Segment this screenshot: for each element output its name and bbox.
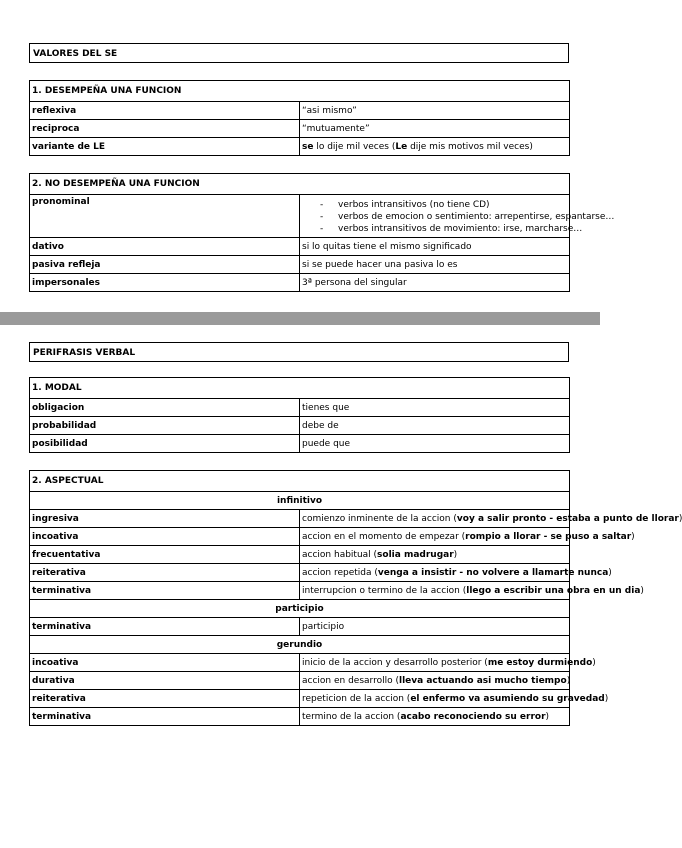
row-key: variante de LE <box>30 138 300 156</box>
table-row <box>30 672 570 690</box>
row-key: pasiva refleja <box>30 256 300 274</box>
row-example: me estoy durmiendo <box>487 657 593 668</box>
table-row <box>30 238 570 256</box>
row-value: si lo quitas tiene el mismo significado <box>300 238 570 256</box>
aspectual-title: 2. ASPECTUAL <box>30 471 570 492</box>
table-row <box>30 582 570 600</box>
row-text-end: ) <box>604 693 609 704</box>
row-text-end: ) <box>545 711 550 722</box>
row-key: reflexiva <box>30 102 300 120</box>
desempena-title: 1. DESEMPEÑA UNA FUNCION <box>30 81 570 102</box>
row-text: interrupcion o termino de la accion ( <box>302 585 467 596</box>
table-row <box>30 546 570 564</box>
row-key: incoativa <box>30 528 300 546</box>
desempena-table <box>29 80 570 156</box>
table-row <box>30 138 570 156</box>
row-key: reiterativa <box>30 690 300 708</box>
row-value: 3ª persona del singular <box>300 274 570 292</box>
table-row <box>30 564 570 582</box>
text-end: dije mis motivos mil veces) <box>407 141 533 152</box>
row-value <box>300 690 609 708</box>
row-key: posibilidad <box>30 435 300 453</box>
row-key: dativo <box>30 238 300 256</box>
row-value <box>300 582 644 600</box>
row-text: accion habitual ( <box>302 549 378 560</box>
row-text: inicio de la accion y desarrollo posterior ( <box>302 657 488 668</box>
table-row <box>30 274 570 292</box>
page-divider <box>0 312 600 325</box>
row-value <box>300 510 682 528</box>
row-example: llego a escribir una obra en un dia <box>466 585 641 596</box>
pronominal-list <box>302 199 615 235</box>
row-value <box>300 138 570 156</box>
table-row <box>30 399 570 417</box>
row-example: voy a salir pronto - estaba a punto de llorar <box>456 513 679 524</box>
table-row <box>30 435 570 453</box>
table-row <box>30 417 570 435</box>
row-text: accion en desarrollo ( <box>302 675 399 686</box>
modal-table <box>29 377 570 453</box>
row-example: solia madrugar <box>377 549 454 560</box>
modal-title: 1. MODAL <box>30 378 570 399</box>
table-row <box>30 256 570 274</box>
list-item: - verbos de emocion o sentimiento: arrepentirse, espantarse… <box>320 211 567 223</box>
row-value: si se puede hacer una pasiva lo es <box>300 256 570 274</box>
table-row <box>30 528 570 546</box>
row-key: obligacion <box>30 399 300 417</box>
row-example: acabo reconociendo su error <box>400 711 546 722</box>
row-example: el enfermo va asumiendo su gravedad <box>410 693 605 704</box>
row-value <box>300 654 596 672</box>
table-row <box>30 102 570 120</box>
row-text-end: ) <box>592 657 596 668</box>
table-row <box>30 618 570 636</box>
row-value: puede que <box>300 435 570 453</box>
row-text: participio <box>302 621 345 632</box>
row-value <box>300 708 570 726</box>
table-row <box>30 690 570 708</box>
row-key: durativa <box>30 672 300 690</box>
table-row <box>30 708 570 726</box>
participio-subheader: participio <box>30 600 570 618</box>
row-example: lleva actuando asi mucho tiempo <box>398 675 567 686</box>
row-key: terminativa <box>30 708 300 726</box>
row-value <box>300 528 635 546</box>
table-row <box>30 654 570 672</box>
row-key: pronominal <box>30 195 300 238</box>
aspectual-table <box>29 470 682 726</box>
row-text-end: ) <box>640 585 644 596</box>
row-text: accion repetida ( <box>302 567 378 578</box>
bold-le: Le <box>395 141 408 152</box>
row-text: termino de la accion ( <box>302 711 401 722</box>
perifrasis-title: PERIFRASIS VERBAL <box>29 342 569 362</box>
row-key: frecuentativa <box>30 546 300 564</box>
row-key: incoativa <box>30 654 300 672</box>
row-example: rompio a llorar - se puso a saltar <box>465 531 632 542</box>
row-text-end: ) <box>631 531 635 542</box>
row-value: “asi mismo” <box>300 102 570 120</box>
row-key: impersonales <box>30 274 300 292</box>
row-text-end: ) <box>453 549 458 560</box>
list-item: - verbos intransitivos de movimiento: irse, marcharse… <box>320 223 567 235</box>
no-desempena-title: 2. NO DESEMPEÑA UNA FUNCION <box>30 174 570 195</box>
row-key: terminativa <box>30 582 300 600</box>
no-desempena-table <box>29 173 615 292</box>
table-row <box>30 195 570 238</box>
pronominal-list-cell <box>300 195 615 238</box>
row-text-end: ) <box>678 513 682 524</box>
row-value <box>300 672 570 690</box>
row-text: accion en el momento de empezar ( <box>302 531 466 542</box>
bold-se: se <box>302 141 314 152</box>
row-key: terminativa <box>30 618 300 636</box>
row-value: tienes que <box>300 399 570 417</box>
row-key: reiterativa <box>30 564 300 582</box>
valores-title: VALORES DEL SE <box>29 43 569 63</box>
row-text-end: ) <box>608 567 612 578</box>
row-value <box>300 564 612 582</box>
table-row <box>30 510 570 528</box>
text-mid: lo dije mil veces ( <box>313 141 396 152</box>
gerundio-subheader: gerundio <box>30 636 570 654</box>
row-example: venga a insistir - no volvere a llamarte nunca <box>377 567 609 578</box>
row-value <box>300 618 570 636</box>
infinitivo-subheader: infinitivo <box>30 492 570 510</box>
list-item: - verbos intransitivos (no tiene CD) <box>320 199 567 211</box>
row-text-end: ) <box>566 675 571 686</box>
row-value: “mutuamente” <box>300 120 570 138</box>
table-row <box>30 120 570 138</box>
row-key: ingresiva <box>30 510 300 528</box>
row-key: reciproca <box>30 120 300 138</box>
row-key: probabilidad <box>30 417 300 435</box>
row-value: debe de <box>300 417 570 435</box>
row-value <box>300 546 570 564</box>
row-text: comienzo inminente de la accion ( <box>302 513 457 524</box>
row-text: repeticion de la accion ( <box>302 693 411 704</box>
